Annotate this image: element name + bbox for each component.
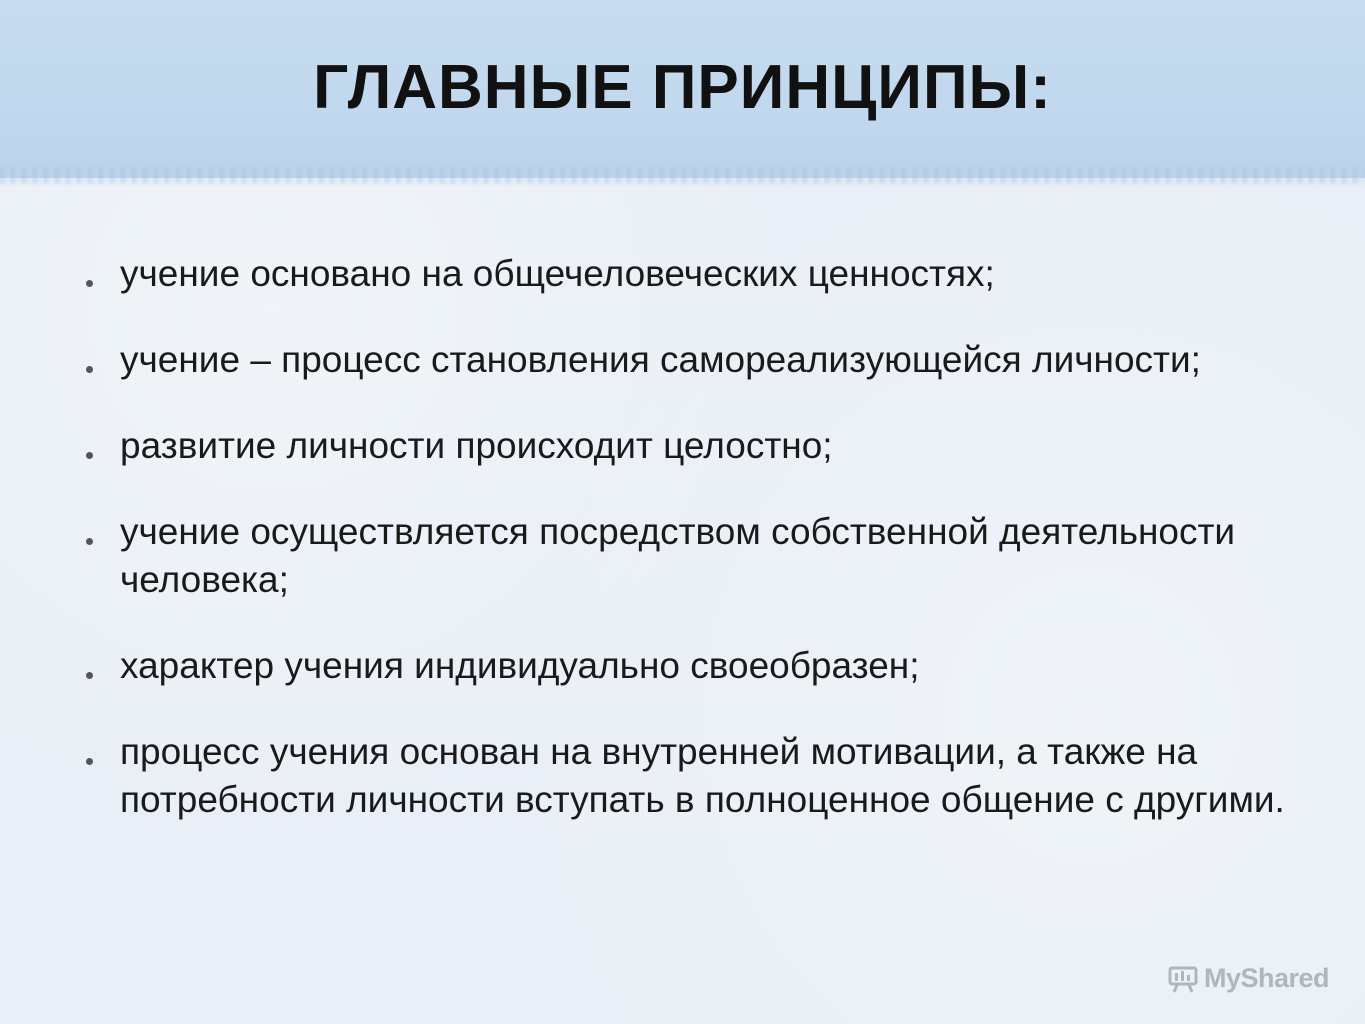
bullet-dot-icon <box>86 538 93 545</box>
list-item <box>84 336 1304 384</box>
list-item <box>84 422 1304 470</box>
bullet-text: процесс учения основан на внутренней мотивации, а также на потребности личности вступать в полноценное общение с другими. <box>120 731 1285 820</box>
bullet-dot-icon <box>86 672 93 679</box>
bullet-text: учение осуществляется посредством собственной деятельности человека; <box>120 511 1236 600</box>
list-item <box>84 642 1304 690</box>
bullet-text: характер учения индивидуально своеобразен; <box>120 645 920 686</box>
bullet-dot-icon <box>86 366 93 373</box>
presentation-board-icon <box>1168 965 1198 993</box>
list-item <box>84 508 1304 604</box>
list-item <box>84 250 1304 298</box>
watermark-logo <box>1168 963 1329 994</box>
bullet-text: учение – процесс становления самореализующейся личности; <box>120 339 1201 380</box>
slide-title: ГЛАВНЫЕ ПРИНЦИПЫ: <box>313 53 1052 122</box>
bullet-text: учение основано на общечеловеческих ценностях; <box>120 253 995 294</box>
bullet-dot-icon <box>86 758 93 765</box>
list-item <box>84 728 1304 824</box>
header-edge <box>0 168 1365 184</box>
bullet-text: развитие личности происходит целостно; <box>120 425 833 466</box>
bullet-dot-icon <box>86 452 93 459</box>
watermark-text: MyShared <box>1203 963 1329 993</box>
bullet-list <box>84 250 1304 824</box>
bullet-dot-icon <box>86 280 93 287</box>
